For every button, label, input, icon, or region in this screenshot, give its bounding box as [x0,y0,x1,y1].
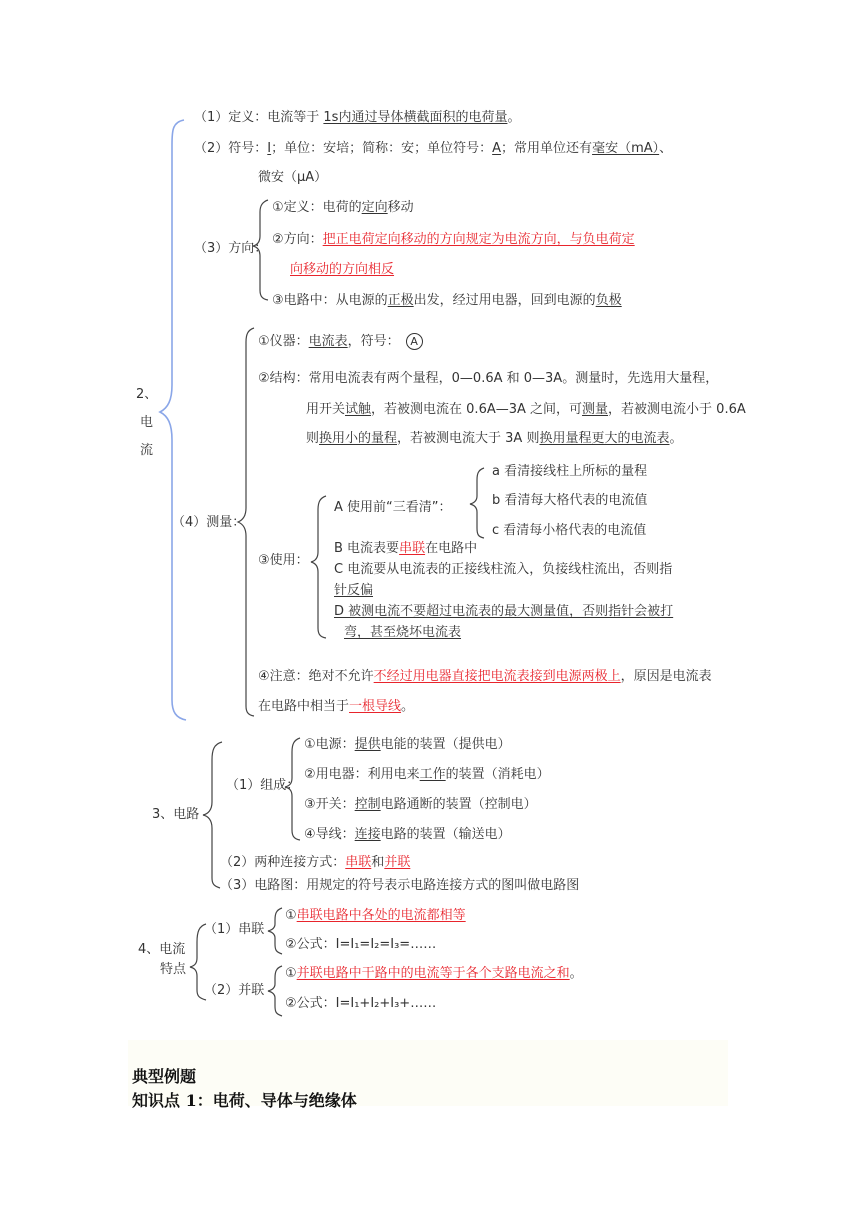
sec2-direction-2: ②方向：把正电荷定向移动的方向规定为电流方向，与负电荷定 [272,232,635,247]
sec2-direction-3: ③电路中：从电源的正极出发，经过用电器，回到电源的负极 [272,293,622,308]
sec2-measure-2-l3: 则换用小的量程，若被测电流大于 3A 则换用量程更大的电流表。 [306,431,683,446]
sec2-measure-2-l1: ②结构：常用电流表有两个量程，0—0.6A 和 0—3A。测量时，先选用大量程， [258,371,719,386]
sec2-use-d-l2: 弯，甚至烧坏电流表 [344,625,462,640]
footer-title: 典型例题 [132,1067,197,1086]
sec2-definition: （1）定义：电流等于 1s内通过导体横截面积的电荷量。 [194,110,521,125]
sec3-comp-4: ④导线：连接电路的装置（输送电） [304,827,511,842]
sec3-connection: （2）两种连接方式：串联和并联 [220,855,411,870]
ammeter-symbol-icon: A [406,333,423,350]
sec3-comp-3: ③开关：控制电路通断的装置（控制电） [304,797,537,812]
sec2-measure-2-l2: 用开关试触，若被测电流在 0.6A—3A 之间，可测量，若被测电流小于 0.6A [306,402,746,417]
sec4-parallel-2: ②公式：I=I₁+I₂+I₃+…… [285,996,437,1011]
sec2-use-a-header: A 使用前“三看清”： [334,500,452,515]
sec2-notice-l1: ④注意：绝对不允许不经过用电器直接把电流表接到电源两极上，原因是电流表 [258,669,712,684]
sec2-symbol-line2: 微安（μA） [258,170,328,185]
footer-subtitle: 知识点 1：电荷、导体与绝缘体 [132,1091,357,1110]
sec4-series-label: （1）串联 [204,922,265,937]
sec2-direction-2-line2: 向移动的方向相反 [290,262,395,277]
sec3-label: 3、电路 [152,807,200,822]
sec2-measure-1: ①仪器：电流表，符号： A [258,333,423,351]
sec2-use-c-l2: 针反偏 [334,583,374,598]
sec3-comp-label: （1）组成： [226,778,300,793]
sec2-use-look-b: b 看清每大格代表的电流值 [492,493,648,508]
sec2-use-d-l1: D 被测电流不要超过电流表的最大测量值，否则指针会被打 [334,604,674,619]
sec3-comp-1: ①电源：提供电能的装置（提供电） [304,737,511,752]
sec2-label-b: 流 [140,443,154,458]
sec4-parallel-label: （2）并联 [204,983,265,998]
sec2-symbol: （2）符号：I；单位：安培；简称：安；单位符号：A；常用单位还有毫安（mA）、 [194,141,673,156]
sec2-label-num: 2、 [136,387,158,402]
sec3-diagram: （3）电路图：用规定的符号表示电路连接方式的图叫做电路图 [220,878,580,893]
sec2-direction-label: （3）方向： [194,241,268,256]
sec2-use-label: ③使用： [258,553,309,568]
sec2-use-look-a: a 看清接线柱上所标的量程 [492,464,648,479]
sec4-parallel-1: ①并联电路中干路中的电流等于各个支路电流之和。 [285,966,583,981]
sec4-label-b: 特点 [160,962,187,977]
sec2-label-a: 电 [140,415,154,430]
sec2-direction-1: ①定义：电荷的定向移动 [272,200,414,215]
sec4-series-2: ②公式：I=I₁=I₂=I₃=…… [285,937,437,952]
sec4-series-1: ①串联电路中各处的电流都相等 [285,908,466,923]
sec2-use-b: B 电流表要串联在电路中 [334,541,478,556]
sec4-label-a: 4、电流 [138,942,186,957]
sec2-use-look-c: c 看清每小格代表的电流值 [492,523,647,538]
sec2-measure-label: （4）测量： [172,515,246,530]
sec2-use-c-l1: C 电流要从电流表的正接线柱流入，负接线柱流出，否则指 [334,562,673,577]
sec2-notice-l2: 在电路中相当于一根导线。 [258,699,415,714]
sec3-comp-2: ②用电器：利用电来工作的装置（消耗电） [304,767,550,782]
